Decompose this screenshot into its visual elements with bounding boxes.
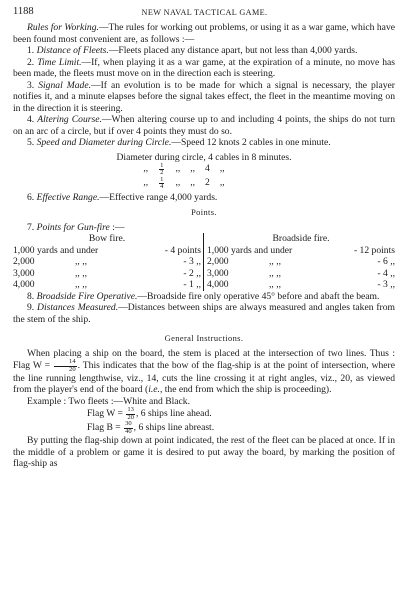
- rule-3: 3. Signal Made.—If an evolution is to be made for which a signal is necessary, the player notifies it, and a minute elapses before the signal takes effect, the fleet in the meantime moving on in the direction it is steering.: [13, 79, 395, 114]
- running-title: NEW NAVAL TACTICAL GAME.: [141, 8, 268, 17]
- example-flag-w: Flag W = $\frac{13}{20}$ , 6 ships line ahead.: [87, 406, 212, 421]
- rules-intro: Rules for Working.—The rules for working out problems, or using it as a war game, which have been found most convenient are, as follows :—: [13, 22, 395, 45]
- page-header: [13, 6, 396, 18]
- rule-6-heading: Effective Range.: [36, 191, 100, 203]
- points-table: [13, 233, 395, 291]
- table-row: 3,000 ,, ,, - 4 ,,: [207, 267, 395, 279]
- rule-9: 9. Distances Measured.—Distances between ships are always measured and angles taken from the stem of the ship.: [13, 302, 395, 325]
- table-row: 2,000 ,, ,, - 6 ,,: [207, 256, 395, 268]
- fraction-flag-w: $\frac{14}{20}$: [54, 359, 77, 373]
- rules-intro-heading: Rules for Working.: [27, 22, 99, 33]
- table-row: 2,000 ,, ,, - 3 ,,: [13, 256, 201, 268]
- fraction-quarter: $\frac{1}{4}$: [160, 175, 164, 191]
- diameter-row-3: ,, $\frac{1}{4}$ ,, ,, 2 ,,: [143, 175, 225, 191]
- broadside-fire-column: [203, 233, 395, 291]
- broadside-fire-header: Broadside fire.: [272, 233, 330, 245]
- rule-8: 8. Broadside Fire Operative.—Broadside fire only operative 45° before and abaft the beam.: [27, 290, 380, 302]
- fraction-example-w: $\frac{13}{20}$: [127, 406, 134, 421]
- page-number: 1188: [13, 6, 34, 17]
- rule-7-heading: Points for Gun-fire: [36, 221, 110, 233]
- rule-5-heading: Speed and Diameter during Circle.: [36, 137, 172, 148]
- table-row: 1,000 yards and under - 12 points: [207, 244, 395, 256]
- table-row: 1,000 yards and under - 4 points: [13, 244, 201, 256]
- rule-4-heading: Altering Course.: [37, 114, 102, 125]
- rule-5: 5. Speed and Diameter during Circle.—Speed 12 knots 2 cables in one minute.: [27, 137, 331, 148]
- rule-1-heading: Distance of Fleets.: [36, 45, 109, 56]
- page-body: [13, 22, 395, 470]
- rule-2-heading: Time Limit.: [37, 56, 82, 68]
- example-label: Example : Two fleets :—White and Black.: [27, 395, 190, 407]
- points-heading: Points.: [191, 208, 217, 218]
- rule-8-heading: Broadside Fire Operative.: [36, 290, 138, 302]
- diameter-row-1: Diameter during circle, 4 cables in 8 minutes.: [116, 151, 292, 163]
- table-row: 3,000 ,, ,, - 2 ,,: [13, 267, 201, 279]
- rule-2: 2. Time Limit.—If, when playing it as a war game, at the expiration of a minute, no move has been made, the fleets must move on in the direction each is steering.: [13, 56, 395, 79]
- fraction-example-b: $\frac{30}{40}$: [125, 420, 132, 435]
- rule-9-heading: Distances Measured.: [37, 302, 119, 314]
- diameter-table: [13, 152, 395, 191]
- rule-1: 1. Distance of Fleets.—Fleets placed any distance apart, but not less than 4,000 yards.: [27, 45, 358, 56]
- bow-fire-header: Bow fire.: [88, 233, 126, 245]
- table-row: 4,000 ,, ,, - 1 ,,: [13, 279, 201, 291]
- rule-3-heading: Signal Made.: [38, 79, 91, 91]
- general-instructions-heading: General Instructions.: [164, 334, 244, 344]
- fraction-half: $\frac{1}{2}$: [160, 162, 164, 177]
- rule-7: 7. Points for Gun-fire :—: [27, 221, 125, 233]
- diameter-row-2: ,, $\frac{1}{2}$ ,, ,, 4 ,,: [143, 162, 225, 177]
- general-paragraph-1: When placing a ship on the board, the stem is placed at the intersection of two lines. Thus : Flag W = $\frac{14}{20}$ . This indicates that the bow of the flag-ship is at the point of intersection, where the line running lengthwise, viz., 14, cuts the line crossing it at right angles, viz., 20, as viewed from the player's end of the board (i.e., the end from which the ship is proceeding).: [13, 347, 395, 396]
- rule-6: 6. Effective Range.—Effective range 4,000 yards.: [27, 191, 218, 203]
- table-row: 4,000 ,, ,, - 3 ,,: [207, 279, 395, 291]
- bow-fire-column: [13, 233, 201, 291]
- general-paragraph-2: By putting the flag-ship down at point indicated, the rest of the fleet can be placed at once. If in the middle of a problem or game it is desired to put away the board, by marking the position of flag-ship as: [13, 435, 395, 470]
- example-flag-b: Flag B = $\frac{30}{40}$ , 6 ships line abreast.: [87, 420, 215, 435]
- rule-4: 4. Altering Course.—When altering course up to and including 4 points, the ships do not turn on an arc of a circle, but if over 4 points they must do so.: [13, 114, 395, 137]
